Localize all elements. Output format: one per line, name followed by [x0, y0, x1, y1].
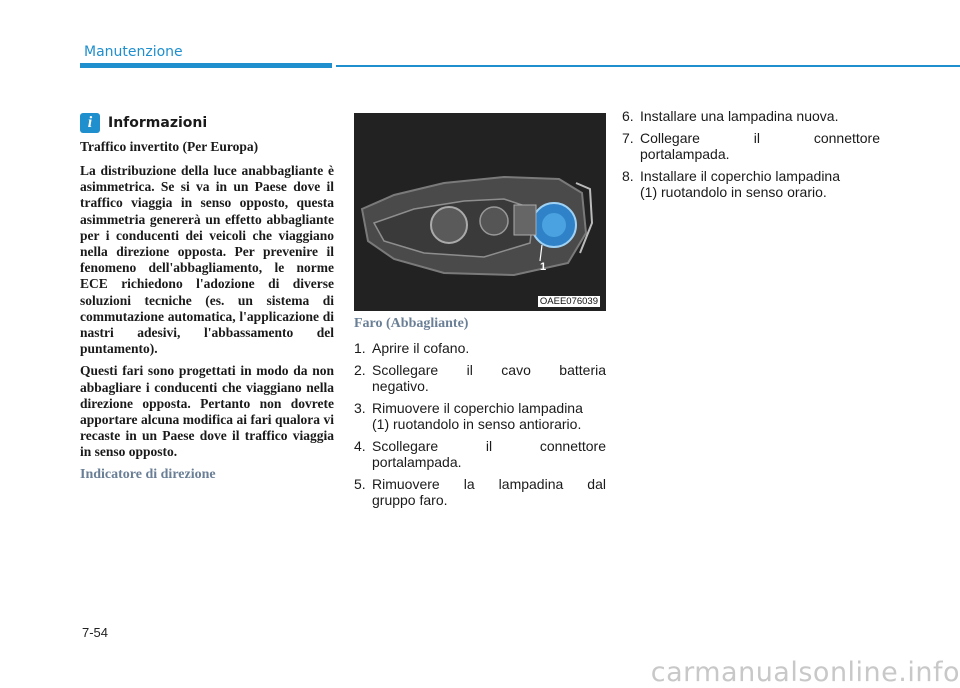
header-rule-thick [80, 63, 332, 68]
info-subtitle: Traffico invertito (Per Europa) [80, 139, 259, 154]
faro-heading: Faro (Abbagliante) [354, 316, 469, 331]
list-item: 2. Scollegare il cavo batteria negativo. [354, 361, 606, 394]
list-item: 7. Collegare il connettore portalampada. [622, 129, 880, 162]
faro-steps-b [622, 108, 880, 201]
page-number: 7-54 [82, 625, 109, 640]
list-item: 1. Aprire il cofano. [354, 340, 470, 356]
watermark: carmanualsonline.info [650, 657, 960, 688]
header-rule-thin [336, 65, 960, 67]
section-title: Manutenzione [84, 44, 183, 60]
figure-code: OAEE076039 [539, 296, 598, 307]
list-item: 3. Rimuovere il coperchio lampadina (1) ruotandolo in senso antiorario. [354, 399, 583, 432]
info-paragraph-1: La distribuzione della luce anabbagliante è asimmetrica. Se si va in un Paese dove il traffico viaggia in senso opposto, questa asimmetria genererà un effetto abbagliante per i conducenti dei veicoli che viaggiano nella direzione opposta. Per prevenire il fenomeno dell'abbagliamento, le norme ECE richiedono l'adozione di diverse soluzioni tecniche (es. un sistema di commutazione automatica, l'applicazione di nastri adesivi, l'abbassamento del puntamento). [80, 163, 334, 357]
list-item: 5. Rimuovere la lampadina dal gruppo faro. [354, 475, 606, 508]
list-item: 8. Installare il coperchio lampadina (1) ruotandolo in senso orario. [622, 167, 840, 200]
faro-steps-a [354, 340, 606, 509]
info-column [80, 113, 334, 483]
headlamp-figure [354, 113, 606, 311]
headlamp-illustration [354, 113, 606, 311]
list-item: 6. Installare una lampadina nuova. [622, 108, 839, 124]
info-header [80, 113, 334, 133]
info-paragraph-2: Questi fari sono progettati in modo da non abbagliare i conducenti che viaggiano nella direzione opposta. Pertanto non dovrete apportare alcuna modifica ai fari qualora vi recaste in un Paese dove il traffico viaggia in senso opposto. [80, 363, 334, 460]
faro-column [354, 316, 606, 514]
info-title: Informazioni [108, 115, 208, 131]
indicator-heading: Indicatore di direzione [80, 466, 216, 482]
info-icon: i [80, 113, 100, 133]
list-item: 4. Scollegare il connettore portalampada. [354, 437, 606, 470]
faro-continued-column [622, 108, 880, 206]
figure-callout-1: 1 [540, 261, 547, 273]
